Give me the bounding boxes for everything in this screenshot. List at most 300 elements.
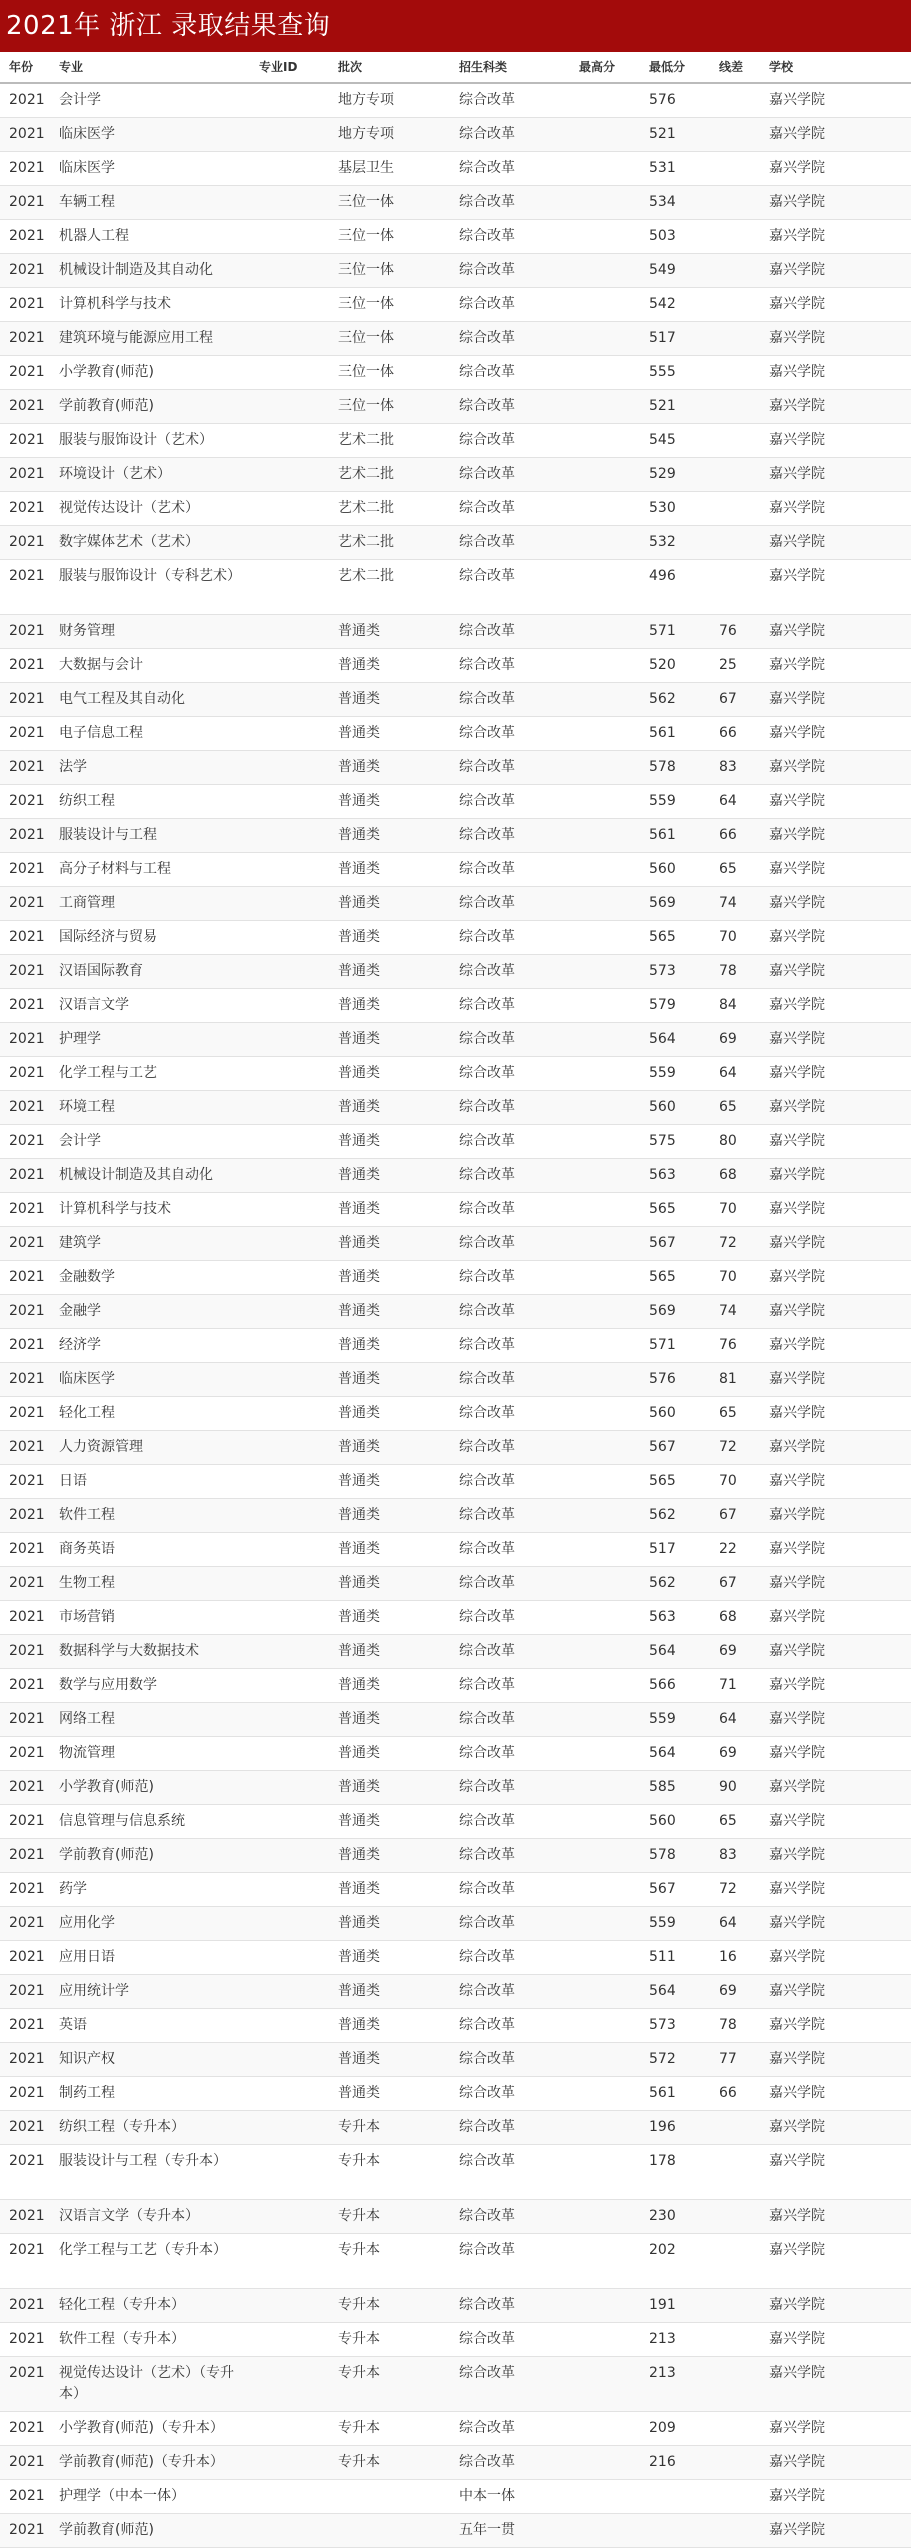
cell-subject: 综合改革 bbox=[459, 759, 515, 775]
table-row bbox=[0, 615, 911, 649]
cell-subject: 综合改革 bbox=[459, 1133, 515, 1149]
cell-batch: 普通类 bbox=[338, 759, 380, 775]
cell-subject: 综合改革 bbox=[459, 691, 515, 707]
cell-school: 嘉兴学院 bbox=[769, 194, 825, 210]
cell-major: 学前教育(师范) bbox=[59, 398, 154, 414]
cell-year: 2021 bbox=[9, 1507, 45, 1523]
cell-batch: 普通类 bbox=[338, 1779, 380, 1795]
cell-subject: 综合改革 bbox=[459, 1507, 515, 1523]
cell-year: 2021 bbox=[9, 2331, 45, 2347]
cell-min-score: 517 bbox=[649, 1541, 676, 1557]
cell-score-diff: 70 bbox=[719, 1201, 737, 1217]
cell-batch: 三位一体 bbox=[338, 330, 394, 346]
cell-year: 2021 bbox=[9, 1541, 45, 1557]
cell-min-score: 521 bbox=[649, 126, 676, 142]
cell-school: 嘉兴学院 bbox=[769, 657, 825, 673]
cell-major: 电子信息工程 bbox=[59, 725, 143, 741]
cell-major: 服装设计与工程（专升本） bbox=[59, 2153, 227, 2169]
cell-school: 嘉兴学院 bbox=[769, 2153, 825, 2169]
admission-results-table bbox=[0, 52, 911, 2548]
cell-major: 软件工程 bbox=[59, 1507, 115, 1523]
cell-subject: 中本一体 bbox=[459, 2488, 515, 2504]
cell-min-score: 560 bbox=[649, 1099, 676, 1115]
table-row bbox=[0, 1873, 911, 1907]
cell-major: 知识产权 bbox=[59, 2051, 115, 2067]
cell-major: 车辆工程 bbox=[59, 194, 115, 210]
cell-major: 护理学（中本一体） bbox=[59, 2488, 185, 2504]
cell-year: 2021 bbox=[9, 1303, 45, 1319]
cell-min-score: 560 bbox=[649, 1813, 676, 1829]
cell-major: 电气工程及其自动化 bbox=[59, 691, 185, 707]
cell-school: 嘉兴学院 bbox=[769, 1133, 825, 1149]
cell-subject: 综合改革 bbox=[459, 126, 515, 142]
cell-min-score: 209 bbox=[649, 2420, 676, 2436]
cell-major: 建筑环境与能源应用工程 bbox=[59, 330, 213, 346]
cell-year: 2021 bbox=[9, 725, 45, 741]
cell-year: 2021 bbox=[9, 1575, 45, 1591]
table-row bbox=[0, 751, 911, 785]
table-row bbox=[0, 2234, 911, 2289]
cell-batch: 三位一体 bbox=[338, 364, 394, 380]
cell-year: 2021 bbox=[9, 1235, 45, 1251]
cell-batch: 三位一体 bbox=[338, 228, 394, 244]
cell-major: 小学教育(师范)（专升本） bbox=[59, 2420, 224, 2436]
cell-subject: 综合改革 bbox=[459, 1337, 515, 1353]
cell-score-diff: 83 bbox=[719, 1847, 737, 1863]
cell-batch: 艺术二批 bbox=[338, 466, 394, 482]
header-batch: 批次 bbox=[338, 60, 363, 74]
cell-min-score: 567 bbox=[649, 1881, 676, 1897]
cell-batch: 普通类 bbox=[338, 1881, 380, 1897]
cell-min-score: 565 bbox=[649, 1269, 676, 1285]
cell-score-diff: 80 bbox=[719, 1133, 737, 1149]
cell-min-score: 569 bbox=[649, 1303, 676, 1319]
cell-min-score: 530 bbox=[649, 500, 676, 516]
cell-year: 2021 bbox=[9, 2208, 45, 2224]
page-header bbox=[0, 0, 911, 52]
cell-major: 商务英语 bbox=[59, 1541, 115, 1557]
cell-year: 2021 bbox=[9, 623, 45, 639]
cell-min-score: 520 bbox=[649, 657, 676, 673]
cell-school: 嘉兴学院 bbox=[769, 1847, 825, 1863]
cell-subject: 综合改革 bbox=[459, 895, 515, 911]
cell-batch: 普通类 bbox=[338, 1711, 380, 1727]
cell-subject: 综合改革 bbox=[459, 500, 515, 516]
cell-score-diff: 67 bbox=[719, 691, 737, 707]
cell-major: 学前教育(师范) bbox=[59, 1847, 154, 1863]
header-min-score: 最低分 bbox=[649, 60, 686, 74]
table-row bbox=[0, 186, 911, 220]
cell-subject: 综合改革 bbox=[459, 1779, 515, 1795]
cell-score-diff: 84 bbox=[719, 997, 737, 1013]
cell-major: 会计学 bbox=[59, 92, 101, 108]
cell-subject: 综合改革 bbox=[459, 1745, 515, 1761]
cell-year: 2021 bbox=[9, 1915, 45, 1931]
cell-year: 2021 bbox=[9, 160, 45, 176]
cell-batch: 专升本 bbox=[338, 2208, 380, 2224]
cell-major: 环境工程 bbox=[59, 1099, 115, 1115]
cell-year: 2021 bbox=[9, 657, 45, 673]
cell-batch: 普通类 bbox=[338, 1813, 380, 1829]
cell-year: 2021 bbox=[9, 2365, 45, 2381]
cell-batch: 三位一体 bbox=[338, 296, 394, 312]
cell-score-diff: 69 bbox=[719, 1745, 737, 1761]
cell-min-score: 555 bbox=[649, 364, 676, 380]
cell-min-score: 521 bbox=[649, 398, 676, 414]
cell-min-score: 573 bbox=[649, 2017, 676, 2033]
table-row bbox=[0, 1091, 911, 1125]
cell-score-diff: 70 bbox=[719, 929, 737, 945]
cell-batch: 普通类 bbox=[338, 1949, 380, 1965]
cell-subject: 综合改革 bbox=[459, 1881, 515, 1897]
cell-batch: 普通类 bbox=[338, 2085, 380, 2101]
table-row bbox=[0, 84, 911, 118]
cell-year: 2021 bbox=[9, 296, 45, 312]
cell-min-score: 561 bbox=[649, 827, 676, 843]
cell-subject: 综合改革 bbox=[459, 2297, 515, 2313]
cell-min-score: 571 bbox=[649, 1337, 676, 1353]
table-row bbox=[0, 683, 911, 717]
cell-school: 嘉兴学院 bbox=[769, 1507, 825, 1523]
cell-score-diff: 90 bbox=[719, 1779, 737, 1795]
cell-subject: 综合改革 bbox=[459, 1915, 515, 1931]
cell-school: 嘉兴学院 bbox=[769, 92, 825, 108]
table-row bbox=[0, 1839, 911, 1873]
cell-subject: 综合改革 bbox=[459, 1201, 515, 1217]
cell-year: 2021 bbox=[9, 2522, 45, 2538]
cell-min-score: 561 bbox=[649, 725, 676, 741]
cell-subject: 综合改革 bbox=[459, 228, 515, 244]
cell-batch: 普通类 bbox=[338, 1303, 380, 1319]
cell-score-diff: 64 bbox=[719, 1915, 737, 1931]
cell-school: 嘉兴学院 bbox=[769, 1371, 825, 1387]
cell-batch: 普通类 bbox=[338, 929, 380, 945]
cell-subject: 综合改革 bbox=[459, 364, 515, 380]
cell-school: 嘉兴学院 bbox=[769, 1881, 825, 1897]
cell-school: 嘉兴学院 bbox=[769, 364, 825, 380]
cell-min-score: 559 bbox=[649, 1711, 676, 1727]
cell-school: 嘉兴学院 bbox=[769, 725, 825, 741]
cell-school: 嘉兴学院 bbox=[769, 1269, 825, 1285]
cell-subject: 综合改革 bbox=[459, 1677, 515, 1693]
cell-year: 2021 bbox=[9, 1439, 45, 1455]
cell-major: 汉语言文学 bbox=[59, 997, 129, 1013]
table-row bbox=[0, 526, 911, 560]
cell-subject: 综合改革 bbox=[459, 296, 515, 312]
cell-major: 轻化工程 bbox=[59, 1405, 115, 1421]
cell-school: 嘉兴学院 bbox=[769, 1541, 825, 1557]
cell-school: 嘉兴学院 bbox=[769, 1779, 825, 1795]
cell-batch: 基层卫生 bbox=[338, 160, 394, 176]
cell-score-diff: 69 bbox=[719, 1983, 737, 1999]
cell-subject: 综合改革 bbox=[459, 1609, 515, 1625]
cell-year: 2021 bbox=[9, 1405, 45, 1421]
cell-school: 嘉兴学院 bbox=[769, 2488, 825, 2504]
cell-year: 2021 bbox=[9, 1949, 45, 1965]
header-max-score: 最高分 bbox=[579, 60, 616, 74]
cell-school: 嘉兴学院 bbox=[769, 1065, 825, 1081]
cell-subject: 综合改革 bbox=[459, 2420, 515, 2436]
cell-batch: 普通类 bbox=[338, 1031, 380, 1047]
cell-min-score: 569 bbox=[649, 895, 676, 911]
table-row bbox=[0, 989, 911, 1023]
cell-min-score: 216 bbox=[649, 2454, 676, 2470]
cell-school: 嘉兴学院 bbox=[769, 228, 825, 244]
cell-score-diff: 78 bbox=[719, 963, 737, 979]
cell-min-score: 549 bbox=[649, 262, 676, 278]
cell-batch: 普通类 bbox=[338, 1915, 380, 1931]
cell-subject: 综合改革 bbox=[459, 1813, 515, 1829]
cell-major: 机器人工程 bbox=[59, 228, 129, 244]
cell-subject: 综合改革 bbox=[459, 1269, 515, 1285]
cell-major: 国际经济与贸易 bbox=[59, 929, 157, 945]
cell-major: 纺织工程 bbox=[59, 793, 115, 809]
cell-year: 2021 bbox=[9, 895, 45, 911]
table-row bbox=[0, 2043, 911, 2077]
cell-school: 嘉兴学院 bbox=[769, 2208, 825, 2224]
cell-year: 2021 bbox=[9, 1133, 45, 1149]
cell-school: 嘉兴学院 bbox=[769, 1235, 825, 1251]
cell-batch: 艺术二批 bbox=[338, 500, 394, 516]
cell-school: 嘉兴学院 bbox=[769, 1813, 825, 1829]
cell-batch: 普通类 bbox=[338, 691, 380, 707]
cell-subject: 综合改革 bbox=[459, 398, 515, 414]
cell-score-diff: 74 bbox=[719, 895, 737, 911]
cell-major: 环境设计（艺术） bbox=[59, 466, 171, 482]
cell-subject: 综合改革 bbox=[459, 1711, 515, 1727]
cell-school: 嘉兴学院 bbox=[769, 1473, 825, 1489]
cell-year: 2021 bbox=[9, 963, 45, 979]
table-row bbox=[0, 1771, 911, 1805]
table-row bbox=[0, 1669, 911, 1703]
cell-batch: 专升本 bbox=[338, 2119, 380, 2135]
cell-school: 嘉兴学院 bbox=[769, 1745, 825, 1761]
cell-subject: 综合改革 bbox=[459, 861, 515, 877]
table-row bbox=[0, 1261, 911, 1295]
cell-school: 嘉兴学院 bbox=[769, 929, 825, 945]
cell-school: 嘉兴学院 bbox=[769, 1337, 825, 1353]
cell-year: 2021 bbox=[9, 568, 45, 584]
cell-min-score: 230 bbox=[649, 2208, 676, 2224]
cell-batch: 普通类 bbox=[338, 1507, 380, 1523]
table-row bbox=[0, 1975, 911, 2009]
cell-score-diff: 65 bbox=[719, 861, 737, 877]
cell-school: 嘉兴学院 bbox=[769, 1643, 825, 1659]
cell-batch: 专升本 bbox=[338, 2297, 380, 2313]
cell-school: 嘉兴学院 bbox=[769, 1167, 825, 1183]
cell-subject: 综合改革 bbox=[459, 1031, 515, 1047]
cell-min-score: 503 bbox=[649, 228, 676, 244]
table-row bbox=[0, 1805, 911, 1839]
cell-batch: 普通类 bbox=[338, 1677, 380, 1693]
cell-subject: 综合改革 bbox=[459, 2208, 515, 2224]
cell-min-score: 565 bbox=[649, 929, 676, 945]
cell-subject: 综合改革 bbox=[459, 1303, 515, 1319]
cell-year: 2021 bbox=[9, 1167, 45, 1183]
cell-year: 2021 bbox=[9, 466, 45, 482]
cell-school: 嘉兴学院 bbox=[769, 2522, 825, 2538]
cell-min-score: 496 bbox=[649, 568, 676, 584]
cell-subject: 综合改革 bbox=[459, 262, 515, 278]
cell-batch: 专升本 bbox=[338, 2365, 380, 2381]
table-row bbox=[0, 2200, 911, 2234]
cell-subject: 五年一贯 bbox=[459, 2522, 515, 2538]
table-row bbox=[0, 220, 911, 254]
cell-subject: 综合改革 bbox=[459, 2017, 515, 2033]
cell-min-score: 567 bbox=[649, 1235, 676, 1251]
cell-score-diff: 64 bbox=[719, 1711, 737, 1727]
table-row bbox=[0, 1363, 911, 1397]
cell-min-score: 572 bbox=[649, 2051, 676, 2067]
cell-score-diff: 69 bbox=[719, 1031, 737, 1047]
cell-year: 2021 bbox=[9, 432, 45, 448]
cell-min-score: 562 bbox=[649, 691, 676, 707]
cell-batch: 普通类 bbox=[338, 1609, 380, 1625]
cell-score-diff: 70 bbox=[719, 1269, 737, 1285]
cell-subject: 综合改革 bbox=[459, 2242, 515, 2258]
cell-min-score: 202 bbox=[649, 2242, 676, 2258]
cell-batch: 普通类 bbox=[338, 895, 380, 911]
cell-subject: 综合改革 bbox=[459, 2454, 515, 2470]
cell-year: 2021 bbox=[9, 2454, 45, 2470]
table-row bbox=[0, 458, 911, 492]
cell-major: 机械设计制造及其自动化 bbox=[59, 1167, 213, 1183]
page-title: 2021年 浙江 录取结果查询 bbox=[6, 11, 331, 41]
table-row bbox=[0, 1397, 911, 1431]
cell-year: 2021 bbox=[9, 827, 45, 843]
table-row bbox=[0, 254, 911, 288]
cell-batch: 地方专项 bbox=[338, 126, 394, 142]
cell-min-score: 542 bbox=[649, 296, 676, 312]
cell-batch: 艺术二批 bbox=[338, 534, 394, 550]
cell-year: 2021 bbox=[9, 364, 45, 380]
cell-year: 2021 bbox=[9, 262, 45, 278]
cell-year: 2021 bbox=[9, 1779, 45, 1795]
cell-school: 嘉兴学院 bbox=[769, 126, 825, 142]
cell-batch: 普通类 bbox=[338, 861, 380, 877]
cell-major: 学前教育(师范) bbox=[59, 2522, 154, 2538]
cell-subject: 综合改革 bbox=[459, 929, 515, 945]
cell-major: 服装与服饰设计（专科艺术） bbox=[59, 568, 241, 584]
table-row bbox=[0, 424, 911, 458]
cell-school: 嘉兴学院 bbox=[769, 1575, 825, 1591]
table-row bbox=[0, 853, 911, 887]
cell-major: 软件工程（专升本） bbox=[59, 2331, 185, 2347]
cell-min-score: 573 bbox=[649, 963, 676, 979]
cell-batch: 普通类 bbox=[338, 1405, 380, 1421]
table-row bbox=[0, 118, 911, 152]
cell-school: 嘉兴学院 bbox=[769, 1609, 825, 1625]
cell-min-score: 561 bbox=[649, 2085, 676, 2101]
cell-min-score: 191 bbox=[649, 2297, 676, 2313]
cell-subject: 综合改革 bbox=[459, 2365, 515, 2381]
cell-min-score: 571 bbox=[649, 623, 676, 639]
cell-min-score: 534 bbox=[649, 194, 676, 210]
cell-batch: 普通类 bbox=[338, 1847, 380, 1863]
cell-year: 2021 bbox=[9, 500, 45, 516]
cell-year: 2021 bbox=[9, 1371, 45, 1387]
cell-school: 嘉兴学院 bbox=[769, 1983, 825, 1999]
cell-subject: 综合改革 bbox=[459, 827, 515, 843]
table-row bbox=[0, 492, 911, 526]
cell-batch: 普通类 bbox=[338, 1541, 380, 1557]
cell-min-score: 559 bbox=[649, 793, 676, 809]
cell-year: 2021 bbox=[9, 194, 45, 210]
cell-year: 2021 bbox=[9, 1813, 45, 1829]
cell-school: 嘉兴学院 bbox=[769, 895, 825, 911]
cell-major: 应用日语 bbox=[59, 1949, 115, 1965]
cell-score-diff: 70 bbox=[719, 1473, 737, 1489]
cell-year: 2021 bbox=[9, 1269, 45, 1285]
cell-min-score: 545 bbox=[649, 432, 676, 448]
header-subject: 招生科类 bbox=[459, 60, 508, 74]
table-row bbox=[0, 2412, 911, 2446]
cell-min-score: 567 bbox=[649, 1439, 676, 1455]
cell-batch: 普通类 bbox=[338, 1269, 380, 1285]
cell-score-diff: 65 bbox=[719, 1099, 737, 1115]
cell-school: 嘉兴学院 bbox=[769, 759, 825, 775]
cell-score-diff: 22 bbox=[719, 1541, 737, 1557]
cell-subject: 综合改革 bbox=[459, 1983, 515, 1999]
cell-school: 嘉兴学院 bbox=[769, 500, 825, 516]
cell-score-diff: 76 bbox=[719, 623, 737, 639]
table-row bbox=[0, 2480, 911, 2514]
cell-year: 2021 bbox=[9, 861, 45, 877]
cell-major: 高分子材料与工程 bbox=[59, 861, 171, 877]
cell-major: 汉语国际教育 bbox=[59, 963, 143, 979]
table-row bbox=[0, 1295, 911, 1329]
table-row bbox=[0, 1737, 911, 1771]
cell-score-diff: 72 bbox=[719, 1881, 737, 1897]
cell-score-diff: 67 bbox=[719, 1575, 737, 1591]
cell-major: 物流管理 bbox=[59, 1745, 115, 1761]
cell-major: 制药工程 bbox=[59, 2085, 115, 2101]
cell-major: 服装与服饰设计（艺术） bbox=[59, 432, 213, 448]
cell-min-score: 563 bbox=[649, 1167, 676, 1183]
cell-school: 嘉兴学院 bbox=[769, 2017, 825, 2033]
table-row bbox=[0, 2289, 911, 2323]
cell-school: 嘉兴学院 bbox=[769, 1711, 825, 1727]
cell-batch: 普通类 bbox=[338, 1065, 380, 1081]
cell-batch: 专升本 bbox=[338, 2331, 380, 2347]
table-row bbox=[0, 1227, 911, 1261]
table-row bbox=[0, 560, 911, 615]
cell-score-diff: 66 bbox=[719, 725, 737, 741]
cell-min-score: 560 bbox=[649, 1405, 676, 1421]
cell-subject: 综合改革 bbox=[459, 1575, 515, 1591]
cell-school: 嘉兴学院 bbox=[769, 827, 825, 843]
table-row bbox=[0, 2446, 911, 2480]
cell-min-score: 576 bbox=[649, 1371, 676, 1387]
cell-min-score: 565 bbox=[649, 1201, 676, 1217]
cell-year: 2021 bbox=[9, 534, 45, 550]
cell-school: 嘉兴学院 bbox=[769, 1677, 825, 1693]
cell-major: 大数据与会计 bbox=[59, 657, 143, 673]
cell-year: 2021 bbox=[9, 1609, 45, 1625]
header-school: 学校 bbox=[769, 60, 794, 74]
cell-batch: 地方专项 bbox=[338, 92, 394, 108]
cell-major: 计算机科学与技术 bbox=[59, 296, 171, 312]
cell-school: 嘉兴学院 bbox=[769, 997, 825, 1013]
cell-major: 学前教育(师范)（专升本） bbox=[59, 2454, 224, 2470]
cell-year: 2021 bbox=[9, 2242, 45, 2258]
cell-school: 嘉兴学院 bbox=[769, 2242, 825, 2258]
cell-school: 嘉兴学院 bbox=[769, 466, 825, 482]
cell-major: 化学工程与工艺 bbox=[59, 1065, 157, 1081]
cell-score-diff: 78 bbox=[719, 2017, 737, 2033]
cell-major: 药学 bbox=[59, 1881, 87, 1897]
cell-subject: 综合改革 bbox=[459, 466, 515, 482]
